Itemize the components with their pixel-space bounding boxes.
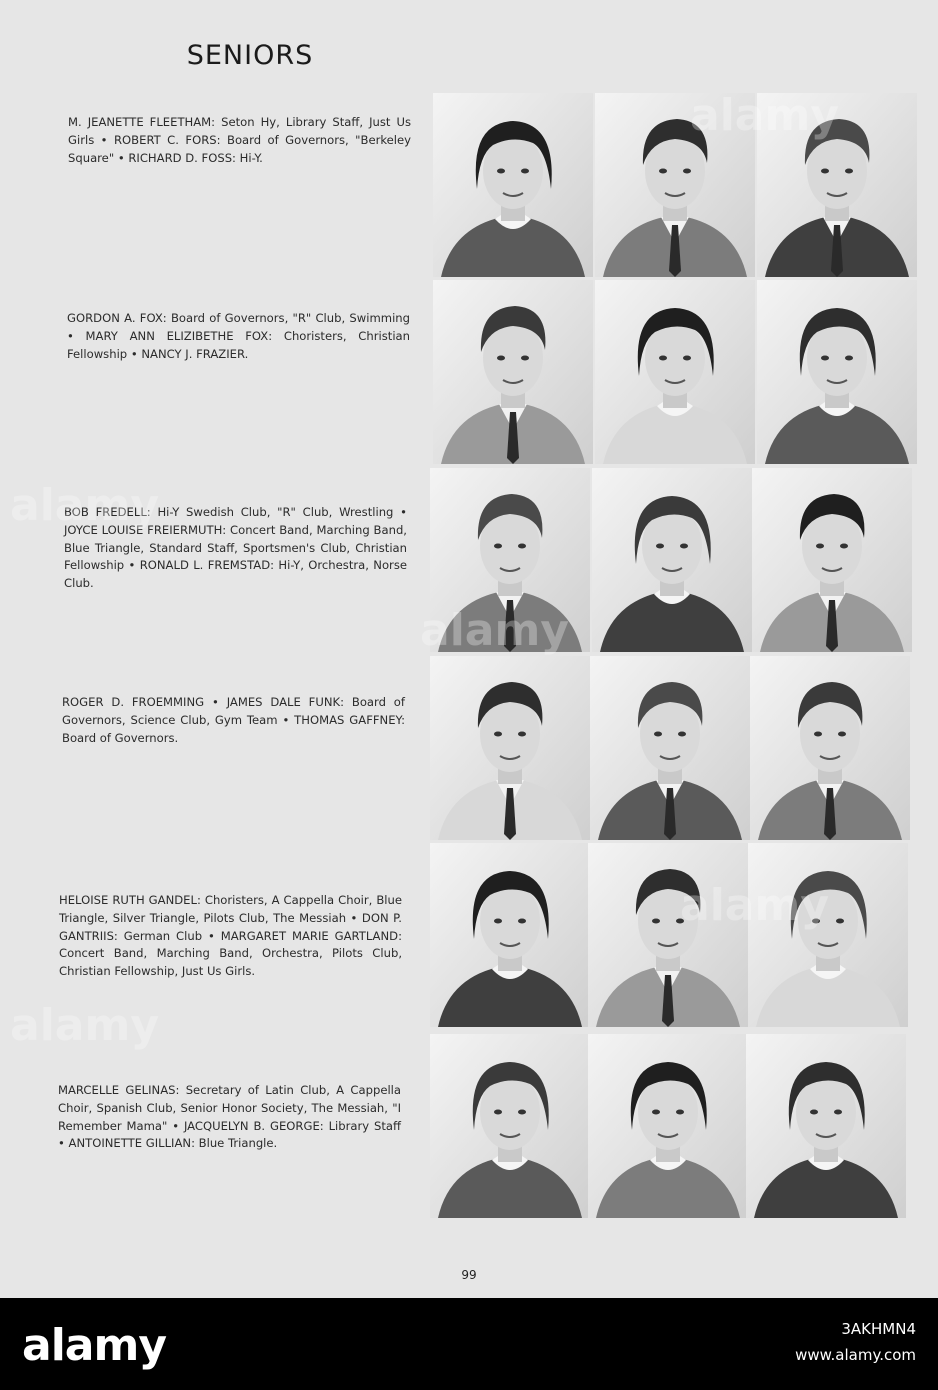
portrait-image — [430, 468, 590, 652]
student-portrait — [588, 843, 748, 1027]
student-portrait — [430, 843, 590, 1027]
portrait-image — [592, 468, 752, 652]
caption-row-3: BOB FREDELL: Hi-Y Swedish Club, "R" Club, Wrestling • JOYCE LOUISE FREIERMUTH: Concert Band, Marching Band, Blue Triangle, Standard Staff, Sportsmen's Club, Christian Fellowship • RONALD L. FREMSTAD: Hi-Y, Orchestra, Norse Club. — [64, 505, 407, 591]
student-portrait — [430, 656, 590, 840]
caption-row-4: ROGER D. FROEMMING • JAMES DALE FUNK: Board of Governors, Science Club, Gym Team • THOMAS GAFFNEY: Board of Governors. — [62, 695, 405, 745]
student-portrait — [757, 280, 917, 464]
portrait-image — [430, 843, 590, 1027]
student-portrait — [433, 280, 593, 464]
student-portrait — [430, 1034, 590, 1218]
page-number: 99 — [461, 1268, 477, 1282]
watermark-text: alamy — [10, 480, 159, 531]
student-portrait — [746, 1034, 906, 1218]
student-portrait — [588, 1034, 748, 1218]
watermark-text: alamy — [690, 90, 839, 141]
site-url: www.alamy.com — [795, 1346, 916, 1364]
portrait-image — [746, 1034, 906, 1218]
student-portrait — [757, 93, 917, 277]
portrait-image — [433, 93, 593, 277]
student-portrait — [595, 280, 755, 464]
student-portrait — [590, 656, 750, 840]
portrait-image — [433, 280, 593, 464]
portrait-image — [757, 280, 917, 464]
portrait-image — [590, 656, 750, 840]
watermark-text: alamy — [10, 1000, 159, 1051]
student-portrait — [592, 468, 752, 652]
portrait-image — [595, 280, 755, 464]
caption-row-1: M. JEANETTE FLEETHAM: Seton Hy, Library Staff, Just Us Girls • ROBERT C. FORS: Board of Governors, "Berkeley Square" • RICHARD D. FOSS: Hi-Y. — [68, 115, 411, 165]
watermark-text: alamy — [680, 880, 829, 931]
portrait-image — [595, 93, 755, 277]
portrait-image — [430, 656, 590, 840]
portrait-image — [588, 843, 748, 1027]
student-portrait — [433, 93, 593, 277]
portrait-image — [748, 843, 908, 1027]
student-portrait — [595, 93, 755, 277]
student-portrait — [430, 468, 590, 652]
page-title: SENIORS — [186, 40, 314, 71]
image-code: 3AKHMN4 — [841, 1320, 916, 1338]
portrait-image — [430, 1034, 590, 1218]
caption-row-5: HELOISE RUTH GANDEL: Choristers, A Cappella Choir, Blue Triangle, Silver Triangle, Pilots Club, The Messiah • DON P. GANTRIIS: German Club • MARGARET MARIE GARTLAND: Concert Band, Marching Band, Orchestra, Pilots Club, Christian Fellowship, Just Us Girls. — [59, 893, 402, 979]
portrait-image — [588, 1034, 748, 1218]
student-portrait — [748, 843, 908, 1027]
portrait-image — [752, 468, 912, 652]
alamy-logo: alamy — [22, 1320, 166, 1371]
student-portrait — [750, 656, 910, 840]
caption-row-2: GORDON A. FOX: Board of Governors, "R" Club, Swimming • MARY ANN ELIZIBETHE FOX: Choristers, Christian Fellowship • NANCY J. FRAZIER. — [67, 311, 410, 361]
portrait-image — [750, 656, 910, 840]
portrait-image — [757, 93, 917, 277]
student-portrait — [752, 468, 912, 652]
watermark-text: alamy — [420, 605, 569, 656]
stock-footer — [0, 1298, 938, 1390]
caption-row-6: MARCELLE GELINAS: Secretary of Latin Club, A Cappella Choir, Spanish Club, Senior Honor Society, The Messiah, "I Remember Mama" • JACQUELYN B. GEORGE: Library Staff • ANTOINETTE GILLIAN: Blue Triangle. — [58, 1083, 401, 1151]
